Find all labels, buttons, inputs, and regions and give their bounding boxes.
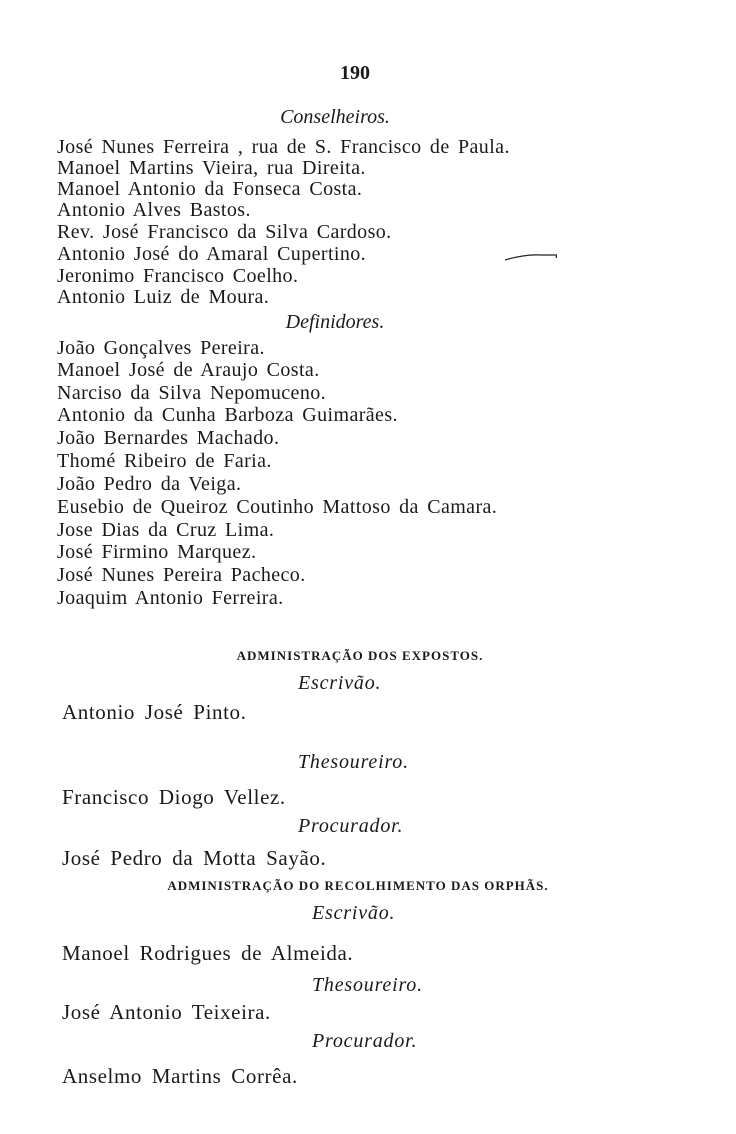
list-item: Antonio da Cunha Barboza Guimarães. (57, 404, 398, 426)
role-holder-escrivao: Antonio José Pinto. (62, 700, 247, 724)
list-item: Eusebio de Queiroz Coutinho Mattoso da Camara. (57, 496, 498, 518)
list-item: Jeronimo Francisco Coelho. (57, 265, 299, 287)
list-item: João Gonçalves Pereira. (57, 337, 265, 359)
list-item: Manoel Antonio da Fonseca Costa. (57, 178, 363, 200)
list-item: João Bernardes Machado. (57, 427, 280, 449)
list-item: José Nunes Ferreira , rua de S. Francisco de Paula. (57, 136, 510, 158)
role-label-thesoureiro: Thesoureiro. (312, 974, 423, 996)
role-label-procurador: Procurador. (298, 815, 404, 837)
role-label-thesoureiro: Thesoureiro. (298, 751, 409, 773)
role-holder-escrivao: Manoel Rodrigues de Almeida. (62, 941, 354, 965)
list-item: Narciso da Silva Nepomuceno. (57, 382, 327, 404)
role-holder-thesoureiro: Francisco Diogo Vellez. (62, 785, 286, 809)
list-item: José Firmino Marquez. (57, 541, 257, 563)
section-heading-conselheiros: Conselheiros. (280, 106, 390, 128)
list-item: João Pedro da Veiga. (57, 473, 242, 495)
list-item: Antonio José do Amaral Cupertino. (57, 243, 367, 265)
role-holder-procurador: Anselmo Martins Corrêa. (62, 1064, 298, 1088)
list-item: Rev. José Francisco da Silva Cardoso. (57, 221, 392, 243)
pen-mark (505, 252, 557, 262)
list-item: Manoel José de Araujo Costa. (57, 359, 320, 381)
section-heading-orphas: ADMINISTRAÇÃO DO RECOLHIMENTO DAS ORPHÃS. (167, 878, 549, 893)
list-item: José Nunes Pereira Pacheco. (57, 564, 306, 586)
list-item: Jose Dias da Cruz Lima. (57, 519, 275, 541)
role-label-procurador: Procurador. (312, 1030, 418, 1052)
page-number: 190 (340, 62, 370, 84)
role-label-escrivao: Escrivão. (298, 672, 382, 694)
list-item: Manoel Martins Vieira, rua Direita. (57, 157, 366, 179)
list-item: Thomé Ribeiro de Faria. (57, 450, 272, 472)
list-item: Joaquim Antonio Ferreira. (57, 587, 284, 609)
list-item: Antonio Alves Bastos. (57, 199, 251, 221)
role-holder-thesoureiro: José Antonio Teixeira. (62, 1000, 271, 1024)
section-heading-definidores: Definidores. (285, 311, 385, 333)
list-item: Antonio Luiz de Moura. (57, 286, 270, 308)
role-holder-procurador: José Pedro da Motta Sayão. (62, 846, 327, 870)
role-label-escrivao: Escrivão. (312, 902, 396, 924)
section-heading-expostos: ADMINISTRAÇÃO DOS EXPOSTOS. (236, 648, 484, 663)
